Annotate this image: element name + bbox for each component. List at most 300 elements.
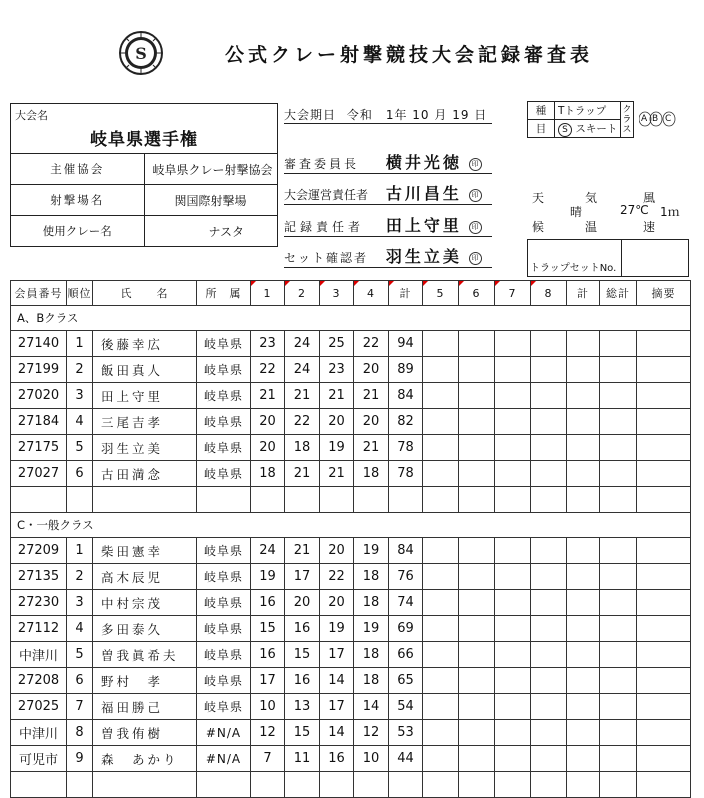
temp-label-2: 温 [585, 220, 598, 234]
seal-stamp-icon: 印 [469, 158, 482, 171]
empty-cell [423, 590, 459, 616]
table-row [11, 616, 691, 642]
column-header: 順位 [67, 281, 93, 306]
affiliation: #N/A [197, 746, 251, 772]
empty-cell [567, 642, 600, 668]
seal-stamp-icon: 印 [469, 221, 482, 234]
column-header [459, 281, 495, 306]
empty-cell [531, 616, 567, 642]
empty-cell [637, 668, 691, 694]
rank: 5 [67, 435, 93, 461]
trap-set-label: トラップセットNo. [530, 263, 617, 274]
column-header-text: 5 [436, 286, 445, 300]
subtotal: 54 [389, 694, 423, 720]
weather-value: 晴 [570, 205, 583, 219]
empty-cell [495, 746, 531, 772]
member-id: 27175 [11, 435, 67, 461]
round-score: 17 [320, 642, 354, 668]
trap-option: Tトラップ [555, 102, 621, 120]
date-value: 令和 1年 10 月 19 日 [346, 108, 488, 122]
shooter-name: 森 あかり [93, 746, 197, 772]
empty-cell [637, 435, 691, 461]
affiliation: 岐阜県 [197, 538, 251, 564]
empty-cell [637, 590, 691, 616]
affiliation: 岐阜県 [197, 435, 251, 461]
rank: 4 [67, 409, 93, 435]
table-row [11, 746, 691, 772]
round-score: 19 [320, 435, 354, 461]
subtotal: 78 [389, 461, 423, 487]
empty-cell [600, 746, 637, 772]
round-score: 21 [354, 435, 389, 461]
member-id: 27112 [11, 616, 67, 642]
empty-cell [459, 694, 495, 720]
empty-cell [495, 694, 531, 720]
affiliation: 岐阜県 [197, 331, 251, 357]
shooter-name: 曽我侑樹 [93, 720, 197, 746]
member-id: 27025 [11, 694, 67, 720]
member-id: 27199 [11, 357, 67, 383]
column-header-text: 2 [298, 286, 306, 300]
empty-cell [495, 435, 531, 461]
round-score: 17 [320, 694, 354, 720]
blank-row [11, 487, 691, 513]
empty-cell [600, 642, 637, 668]
rank: 4 [67, 616, 93, 642]
round-score: 18 [354, 590, 389, 616]
empty-cell [567, 668, 600, 694]
member-id: 27230 [11, 590, 67, 616]
association-seal-logo [118, 30, 164, 76]
round-score: 14 [320, 668, 354, 694]
empty-cell [459, 383, 495, 409]
subtotal: 44 [389, 746, 423, 772]
host-value: 岐阜県クレー射撃協会 [144, 154, 278, 185]
table-row [11, 409, 691, 435]
table-row [11, 694, 691, 720]
round-score: 20 [251, 435, 285, 461]
round-score: 18 [354, 668, 389, 694]
column-header: 総計 [600, 281, 637, 306]
shooter-name: 高木辰児 [93, 564, 197, 590]
empty-cell [459, 720, 495, 746]
empty-cell [531, 435, 567, 461]
affiliation: 岐阜県 [197, 409, 251, 435]
empty-cell [637, 564, 691, 590]
subtotal: 76 [389, 564, 423, 590]
empty-cell [531, 668, 567, 694]
empty-cell [637, 642, 691, 668]
affiliation: 岐阜県 [197, 642, 251, 668]
skeet-label: スキート [575, 122, 618, 135]
round-score: 20 [354, 357, 389, 383]
comment-marker-icon [531, 281, 536, 286]
table-row [11, 590, 691, 616]
round-score: 20 [354, 409, 389, 435]
empty-cell [531, 357, 567, 383]
judge-label: 審査委員長 [284, 157, 360, 171]
round-score: 18 [251, 461, 285, 487]
column-header: 会員番号 [11, 281, 67, 306]
empty-cell [354, 487, 389, 513]
empty-cell [531, 538, 567, 564]
empty-cell [459, 642, 495, 668]
empty-cell [423, 694, 459, 720]
class-label: クラス [621, 102, 634, 138]
comment-marker-icon [423, 281, 428, 286]
empty-cell [531, 409, 567, 435]
column-header [320, 281, 354, 306]
member-id: 27184 [11, 409, 67, 435]
empty-cell [531, 487, 567, 513]
manager-name: 古川昌生 [385, 184, 462, 203]
empty-cell [423, 331, 459, 357]
empty-cell [600, 357, 637, 383]
round-score: 21 [354, 383, 389, 409]
empty-cell [637, 487, 691, 513]
empty-cell [495, 331, 531, 357]
round-score: 15 [285, 642, 320, 668]
empty-cell [600, 694, 637, 720]
host-label: 主催協会 [11, 154, 145, 185]
member-id: 可児市 [11, 746, 67, 772]
empty-cell [459, 409, 495, 435]
rank: 1 [67, 331, 93, 357]
range-value: 関国際射撃場 [144, 185, 278, 216]
rank: 2 [67, 564, 93, 590]
rank: 3 [67, 590, 93, 616]
page-title: 公式クレー射撃競技大会記録審査表 [225, 44, 594, 66]
empty-cell [600, 487, 637, 513]
shooter-name: 野村 孝 [93, 668, 197, 694]
round-score: 11 [285, 746, 320, 772]
class-circle-marks [639, 107, 679, 131]
comment-marker-icon [459, 281, 464, 286]
shooter-name: 中村宗茂 [93, 590, 197, 616]
event-type-table [527, 101, 634, 138]
round-score: 20 [320, 538, 354, 564]
column-header [423, 281, 459, 306]
empty-cell [637, 461, 691, 487]
round-score: 15 [285, 720, 320, 746]
table-row [11, 668, 691, 694]
empty-cell [11, 487, 67, 513]
round-score: 20 [251, 409, 285, 435]
date-label: 大会期日 [284, 108, 337, 122]
round-score: 22 [320, 564, 354, 590]
empty-cell [495, 668, 531, 694]
column-header [495, 281, 531, 306]
shooter-name: 飯田真人 [93, 357, 197, 383]
round-score: 12 [251, 720, 285, 746]
rank: 6 [67, 668, 93, 694]
round-score: 16 [285, 616, 320, 642]
shooter-name: 羽生立美 [93, 435, 197, 461]
table-row [11, 461, 691, 487]
empty-cell [600, 720, 637, 746]
round-score: 21 [320, 383, 354, 409]
trap-set-box [527, 239, 689, 277]
round-score: 10 [354, 746, 389, 772]
affiliation: 岐阜県 [197, 616, 251, 642]
empty-cell [531, 383, 567, 409]
empty-cell [600, 461, 637, 487]
empty-cell [197, 487, 251, 513]
empty-cell [600, 538, 637, 564]
temp-label-1: 気 [585, 191, 598, 205]
comment-marker-icon [389, 281, 394, 286]
empty-cell [495, 383, 531, 409]
empty-cell [423, 409, 459, 435]
table-row [11, 357, 691, 383]
empty-cell [567, 538, 600, 564]
subtotal: 82 [389, 409, 423, 435]
subtotal: 66 [389, 642, 423, 668]
round-score: 20 [320, 409, 354, 435]
clay-label: 使用クレー名 [11, 216, 145, 247]
round-score: 21 [285, 383, 320, 409]
empty-cell [600, 668, 637, 694]
skeet-selected-mark: S [558, 123, 572, 137]
empty-cell [423, 564, 459, 590]
round-score: 7 [251, 746, 285, 772]
empty-cell [495, 538, 531, 564]
empty-cell [389, 487, 423, 513]
table-row [11, 564, 691, 590]
empty-cell [567, 487, 600, 513]
empty-cell [423, 616, 459, 642]
empty-cell [567, 357, 600, 383]
score-table [10, 280, 691, 798]
empty-cell [531, 642, 567, 668]
subtotal: 74 [389, 590, 423, 616]
member-id: 中津川 [11, 720, 67, 746]
empty-cell [637, 746, 691, 772]
member-id: 27209 [11, 538, 67, 564]
empty-cell [567, 383, 600, 409]
range-label: 射撃場名 [11, 185, 145, 216]
affiliation: 岐阜県 [197, 694, 251, 720]
empty-cell [251, 487, 285, 513]
empty-cell [423, 538, 459, 564]
round-score: 16 [285, 668, 320, 694]
round-score: 24 [251, 538, 285, 564]
empty-cell [459, 435, 495, 461]
empty-cell [495, 487, 531, 513]
wind-label-2: 速 [643, 220, 656, 234]
empty-cell [495, 720, 531, 746]
column-header [389, 281, 423, 306]
empty-cell [495, 409, 531, 435]
empty-cell [423, 435, 459, 461]
empty-cell [423, 720, 459, 746]
record-name: 田上守里 [385, 216, 462, 235]
empty-cell [637, 331, 691, 357]
column-header-text: 1 [263, 286, 272, 300]
empty-cell [567, 461, 600, 487]
empty-cell [459, 564, 495, 590]
subtotal: 69 [389, 616, 423, 642]
section-label: A、Bクラス [11, 306, 691, 331]
taikai-cell [11, 104, 278, 154]
section-row [11, 306, 691, 331]
round-score: 20 [320, 590, 354, 616]
rank: 2 [67, 357, 93, 383]
column-header [354, 281, 389, 306]
empty-cell [600, 331, 637, 357]
empty-cell [531, 720, 567, 746]
empty-cell [567, 564, 600, 590]
round-score: 19 [320, 616, 354, 642]
column-header: 摘要 [637, 281, 691, 306]
rank: 8 [67, 720, 93, 746]
round-score: 21 [251, 383, 285, 409]
round-score: 14 [354, 694, 389, 720]
member-id: 27020 [11, 383, 67, 409]
empty-cell [567, 746, 600, 772]
empty-cell [637, 694, 691, 720]
empty-cell [600, 383, 637, 409]
member-id: 27140 [11, 331, 67, 357]
shooter-name: 三尾吉孝 [93, 409, 197, 435]
round-score: 25 [320, 331, 354, 357]
empty-cell [637, 720, 691, 746]
section-row [11, 513, 691, 538]
empty-cell [495, 461, 531, 487]
empty-cell [459, 461, 495, 487]
empty-cell [423, 642, 459, 668]
table-row [11, 383, 691, 409]
round-score: 15 [251, 616, 285, 642]
empty-cell [531, 461, 567, 487]
rank: 6 [67, 461, 93, 487]
rank: 9 [67, 746, 93, 772]
rank: 3 [67, 383, 93, 409]
shooter-name: 多田泰久 [93, 616, 197, 642]
empty-cell [531, 694, 567, 720]
round-score: 21 [285, 538, 320, 564]
round-score: 22 [251, 357, 285, 383]
empty-cell [423, 383, 459, 409]
empty-cell [637, 616, 691, 642]
empty-cell [637, 538, 691, 564]
manager-row [284, 181, 492, 205]
comment-marker-icon [285, 281, 290, 286]
column-header [251, 281, 285, 306]
empty-cell [495, 590, 531, 616]
empty-cell [459, 538, 495, 564]
empty-cell [459, 487, 495, 513]
empty-cell [459, 616, 495, 642]
seal-letter: S [135, 44, 147, 63]
round-score: 19 [354, 538, 389, 564]
round-score: 16 [320, 746, 354, 772]
empty-cell [423, 357, 459, 383]
column-header-text: 計 [399, 287, 412, 300]
column-header-text: 6 [472, 286, 481, 300]
taikai-name: 岐阜県選手権 [90, 130, 198, 150]
wind-value: 1ｍ [660, 205, 680, 219]
empty-cell [531, 746, 567, 772]
class-selection [641, 101, 691, 137]
shooter-name: 曽我眞希夫 [93, 642, 197, 668]
empty-cell [423, 746, 459, 772]
comment-marker-icon [320, 281, 325, 286]
shooter-name: 福田勝己 [93, 694, 197, 720]
round-score: 18 [285, 435, 320, 461]
round-score: 19 [354, 616, 389, 642]
temp-value: 27℃ [620, 203, 649, 217]
empty-cell [495, 642, 531, 668]
kind-label-1: 種 [528, 102, 555, 120]
shooter-name: 田上守里 [93, 383, 197, 409]
set-name: 羽生立美 [385, 247, 462, 266]
set-row [284, 244, 492, 268]
kind-label-2: 目 [528, 120, 555, 138]
record-row [284, 213, 492, 237]
round-score: 22 [354, 331, 389, 357]
affiliation: 岐阜県 [197, 564, 251, 590]
event-info-table [10, 103, 278, 247]
empty-cell [637, 409, 691, 435]
affiliation: 岐阜県 [197, 668, 251, 694]
round-score: 14 [320, 720, 354, 746]
class-c: C [665, 114, 672, 124]
empty-cell [495, 357, 531, 383]
rank: 7 [67, 694, 93, 720]
table-row [11, 720, 691, 746]
table-row [11, 538, 691, 564]
column-header: 計 [567, 281, 600, 306]
empty-cell [67, 487, 93, 513]
empty-cell [637, 383, 691, 409]
rank: 1 [67, 538, 93, 564]
column-header-text: 3 [332, 286, 341, 300]
subtotal: 53 [389, 720, 423, 746]
empty-cell [600, 435, 637, 461]
table-row [11, 331, 691, 357]
round-score: 19 [251, 564, 285, 590]
round-score: 18 [354, 564, 389, 590]
round-score: 10 [251, 694, 285, 720]
round-score: 16 [251, 642, 285, 668]
column-header [285, 281, 320, 306]
table-row [11, 642, 691, 668]
round-score: 18 [354, 461, 389, 487]
member-id: 27135 [11, 564, 67, 590]
clay-value: ナスタ [144, 216, 278, 247]
subtotal: 94 [389, 331, 423, 357]
round-score: 12 [354, 720, 389, 746]
affiliation: 岐阜県 [197, 590, 251, 616]
empty-cell [320, 487, 354, 513]
comment-marker-icon [251, 281, 256, 286]
empty-cell [93, 487, 197, 513]
column-header: 所 属 [197, 281, 251, 306]
round-score: 24 [285, 357, 320, 383]
column-header-text: 4 [367, 286, 375, 300]
round-score: 20 [285, 590, 320, 616]
round-score: 23 [320, 357, 354, 383]
empty-cell [423, 668, 459, 694]
empty-cell [567, 331, 600, 357]
round-score: 23 [251, 331, 285, 357]
date-row [284, 106, 492, 124]
empty-cell [600, 590, 637, 616]
record-label: 記録責任者 [284, 220, 365, 234]
empty-cell [459, 331, 495, 357]
shooter-name: 古田満念 [93, 461, 197, 487]
